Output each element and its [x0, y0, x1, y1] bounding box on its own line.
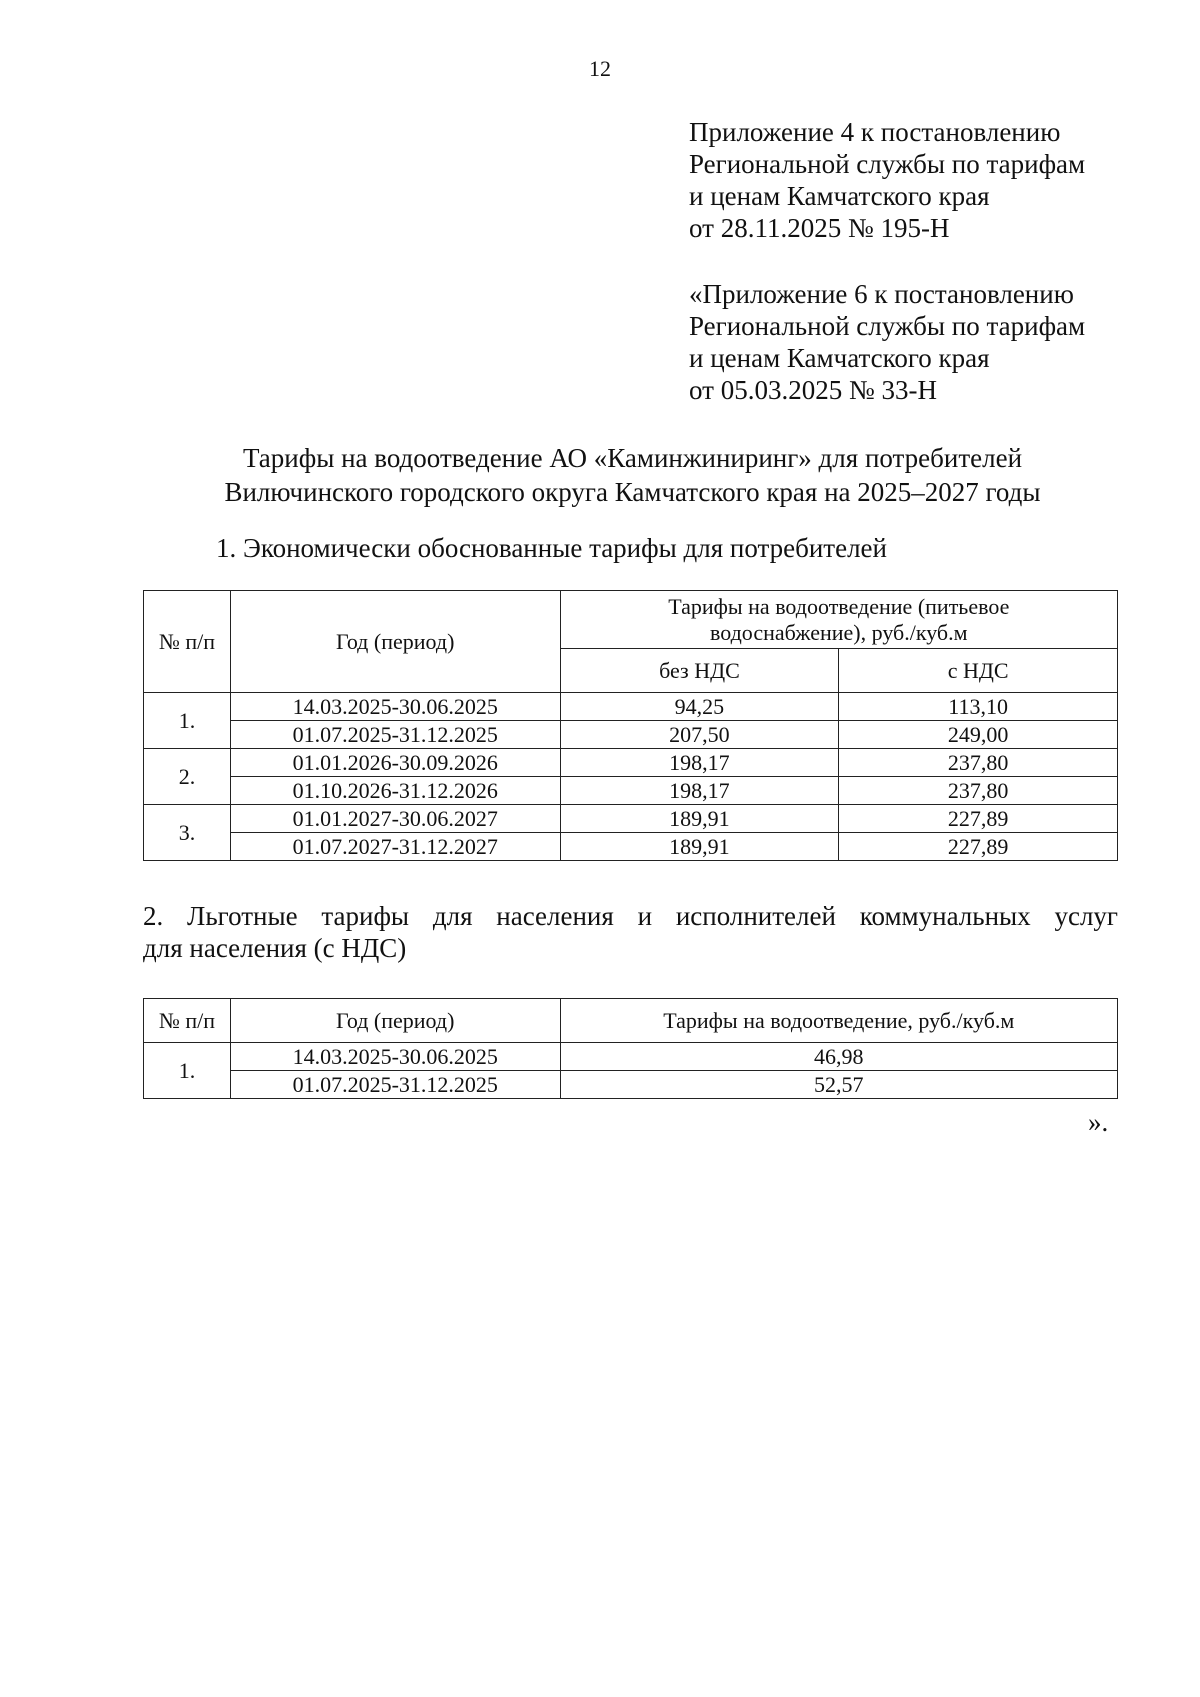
- no-vat-cell: 189,91: [560, 805, 839, 833]
- period-cell: 01.07.2025-31.12.2025: [230, 1071, 560, 1099]
- period-cell: 01.07.2025-31.12.2025: [230, 721, 560, 749]
- title-line: Тарифы на водоотведение АО «Каминжиниринг» для потребителей: [242, 443, 1023, 473]
- row-number: 3.: [144, 805, 231, 861]
- tariff-cell: 46,98: [560, 1043, 1117, 1071]
- with-vat-cell: 237,80: [839, 777, 1118, 805]
- section-2-heading-continuation: для населения (с НДС): [143, 933, 407, 963]
- table-row: [144, 1071, 1118, 1099]
- row-number: 2.: [144, 749, 231, 805]
- section-1-heading: 1. Экономически обоснованные тарифы для потребителей: [216, 533, 887, 563]
- header-tariff: Тарифы на водоотведение, руб./куб.м: [560, 999, 1117, 1043]
- section-2-heading: 2. Льготные тарифы для населения и исполнителей коммунальных услуг: [143, 901, 1118, 931]
- header-period: Год (период): [230, 999, 560, 1043]
- appendix-reference-current: [689, 116, 1085, 244]
- appendix-line: и ценам Камчатского края: [689, 181, 990, 211]
- page-number: 12: [589, 56, 611, 81]
- row-number: 1.: [144, 1043, 231, 1099]
- table-row: [144, 1043, 1118, 1071]
- with-vat-cell: 249,00: [839, 721, 1118, 749]
- appendix-line: «Приложение 6 к постановлению: [689, 279, 1074, 309]
- period-cell: 01.01.2027-30.06.2027: [230, 805, 560, 833]
- no-vat-cell: 198,17: [560, 777, 839, 805]
- with-vat-cell: 227,89: [839, 805, 1118, 833]
- document-title: [0, 441, 1200, 509]
- appendix-line: Приложение 4 к постановлению: [689, 117, 1061, 147]
- closing-quote-mark: ».: [1088, 1107, 1109, 1137]
- period-cell: 01.07.2027-31.12.2027: [230, 833, 560, 861]
- table-row: [144, 749, 1118, 777]
- header-tariff: [560, 591, 1117, 649]
- table-row: [144, 833, 1118, 861]
- appendix-line: от 28.11.2025 № 195-Н: [689, 213, 950, 243]
- with-vat-cell: 237,80: [839, 749, 1118, 777]
- period-cell: 14.03.2025-30.06.2025: [230, 1043, 560, 1071]
- tariff-cell: 52,57: [560, 1071, 1117, 1099]
- row-number: 1.: [144, 693, 231, 749]
- table-row: [144, 693, 1118, 721]
- period-cell: 01.01.2026-30.09.2026: [230, 749, 560, 777]
- economic-tariffs-table: [143, 590, 1118, 861]
- with-vat-cell: 227,89: [839, 833, 1118, 861]
- appendix-line: Региональной службы по тарифам: [689, 149, 1086, 179]
- appendix-reference-amended: [689, 278, 1085, 406]
- period-cell: 14.03.2025-30.06.2025: [230, 693, 560, 721]
- preferential-tariffs-table: [143, 998, 1118, 1099]
- header-tariff-line: водоснабжение), руб./куб.м: [710, 619, 968, 645]
- header-with-vat: с НДС: [839, 649, 1118, 693]
- table-row: [144, 777, 1118, 805]
- title-line: Вилючинского городского округа Камчатского края на 2025–2027 годы: [224, 477, 1041, 507]
- appendix-line: Региональной службы по тарифам: [689, 311, 1086, 341]
- header-period: Год (период): [230, 591, 560, 693]
- no-vat-cell: 189,91: [560, 833, 839, 861]
- no-vat-cell: 207,50: [560, 721, 839, 749]
- header-num: № п/п: [144, 591, 231, 693]
- table-row: [144, 721, 1118, 749]
- header-tariff-line: Тарифы на водоотведение (питьевое: [668, 593, 1010, 619]
- with-vat-cell: 113,10: [839, 693, 1118, 721]
- appendix-line: от 05.03.2025 № 33-Н: [689, 375, 937, 405]
- no-vat-cell: 94,25: [560, 693, 839, 721]
- appendix-line: и ценам Камчатского края: [689, 343, 990, 373]
- header-no-vat: без НДС: [560, 649, 839, 693]
- header-num: № п/п: [144, 999, 231, 1043]
- period-cell: 01.10.2026-31.12.2026: [230, 777, 560, 805]
- table-row: [144, 805, 1118, 833]
- no-vat-cell: 198,17: [560, 749, 839, 777]
